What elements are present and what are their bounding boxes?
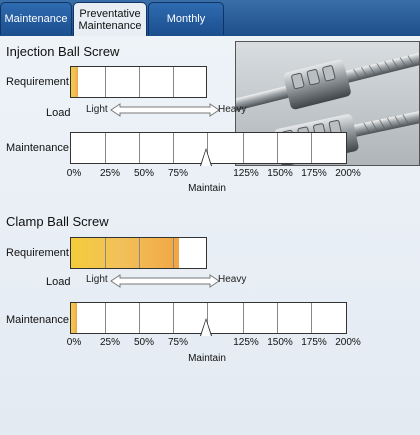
tab-monthly[interactable] bbox=[148, 2, 224, 35]
maintain-label: Maintain bbox=[188, 353, 226, 364]
tab-bar bbox=[0, 0, 420, 36]
requirement-fill bbox=[71, 67, 78, 97]
maintain-marker-inner bbox=[201, 320, 211, 336]
tick-200: 200% bbox=[335, 337, 361, 348]
maintenance-fill bbox=[71, 303, 77, 333]
tick-75: 75% bbox=[167, 168, 189, 179]
section-title-clamp: Clamp Ball Screw bbox=[6, 214, 109, 229]
requirement-bar bbox=[70, 237, 207, 269]
tick-25: 25% bbox=[99, 337, 121, 348]
tick-0: 0% bbox=[66, 168, 82, 179]
tick-0: 0% bbox=[66, 337, 82, 348]
tab-preventative-maintenance[interactable] bbox=[73, 2, 147, 36]
load-double-arrow bbox=[110, 274, 220, 288]
tab-preventative-maintenance-label: Preventative Maintenance bbox=[78, 7, 142, 32]
maintenance-label: Maintenance bbox=[6, 314, 69, 326]
tick-200: 200% bbox=[335, 168, 361, 179]
tick-50: 50% bbox=[133, 168, 155, 179]
tab-maintenance-label: Maintenance bbox=[4, 13, 68, 25]
main-panel bbox=[0, 36, 420, 435]
section-title-injection: Injection Ball Screw bbox=[6, 44, 120, 59]
tick-75: 75% bbox=[167, 337, 189, 348]
tick-150: 150% bbox=[267, 168, 293, 179]
heavy-label: Heavy bbox=[218, 104, 247, 115]
requirement-label: Requirement bbox=[6, 247, 69, 259]
heavy-label: Heavy bbox=[218, 274, 247, 285]
load-label: Load bbox=[46, 107, 71, 119]
tab-monthly-label: Monthly bbox=[166, 13, 206, 25]
load-label: Load bbox=[46, 276, 71, 288]
light-label: Light bbox=[86, 104, 108, 115]
tick-175: 175% bbox=[301, 337, 327, 348]
tick-175: 175% bbox=[301, 168, 327, 179]
requirement-label: Requirement bbox=[6, 76, 69, 88]
tick-150: 150% bbox=[267, 337, 293, 348]
tick-125: 125% bbox=[233, 168, 259, 179]
tick-25: 25% bbox=[99, 168, 121, 179]
tick-125: 125% bbox=[233, 337, 259, 348]
maintain-label: Maintain bbox=[188, 183, 226, 194]
requirement-fill bbox=[71, 238, 179, 268]
tick-50: 50% bbox=[133, 337, 155, 348]
requirement-bar bbox=[70, 66, 207, 98]
tab-maintenance[interactable] bbox=[0, 2, 72, 35]
maintenance-label: Maintenance bbox=[6, 142, 69, 154]
maintain-marker-inner bbox=[201, 150, 211, 166]
load-double-arrow bbox=[110, 103, 220, 117]
light-label: Light bbox=[86, 274, 108, 285]
